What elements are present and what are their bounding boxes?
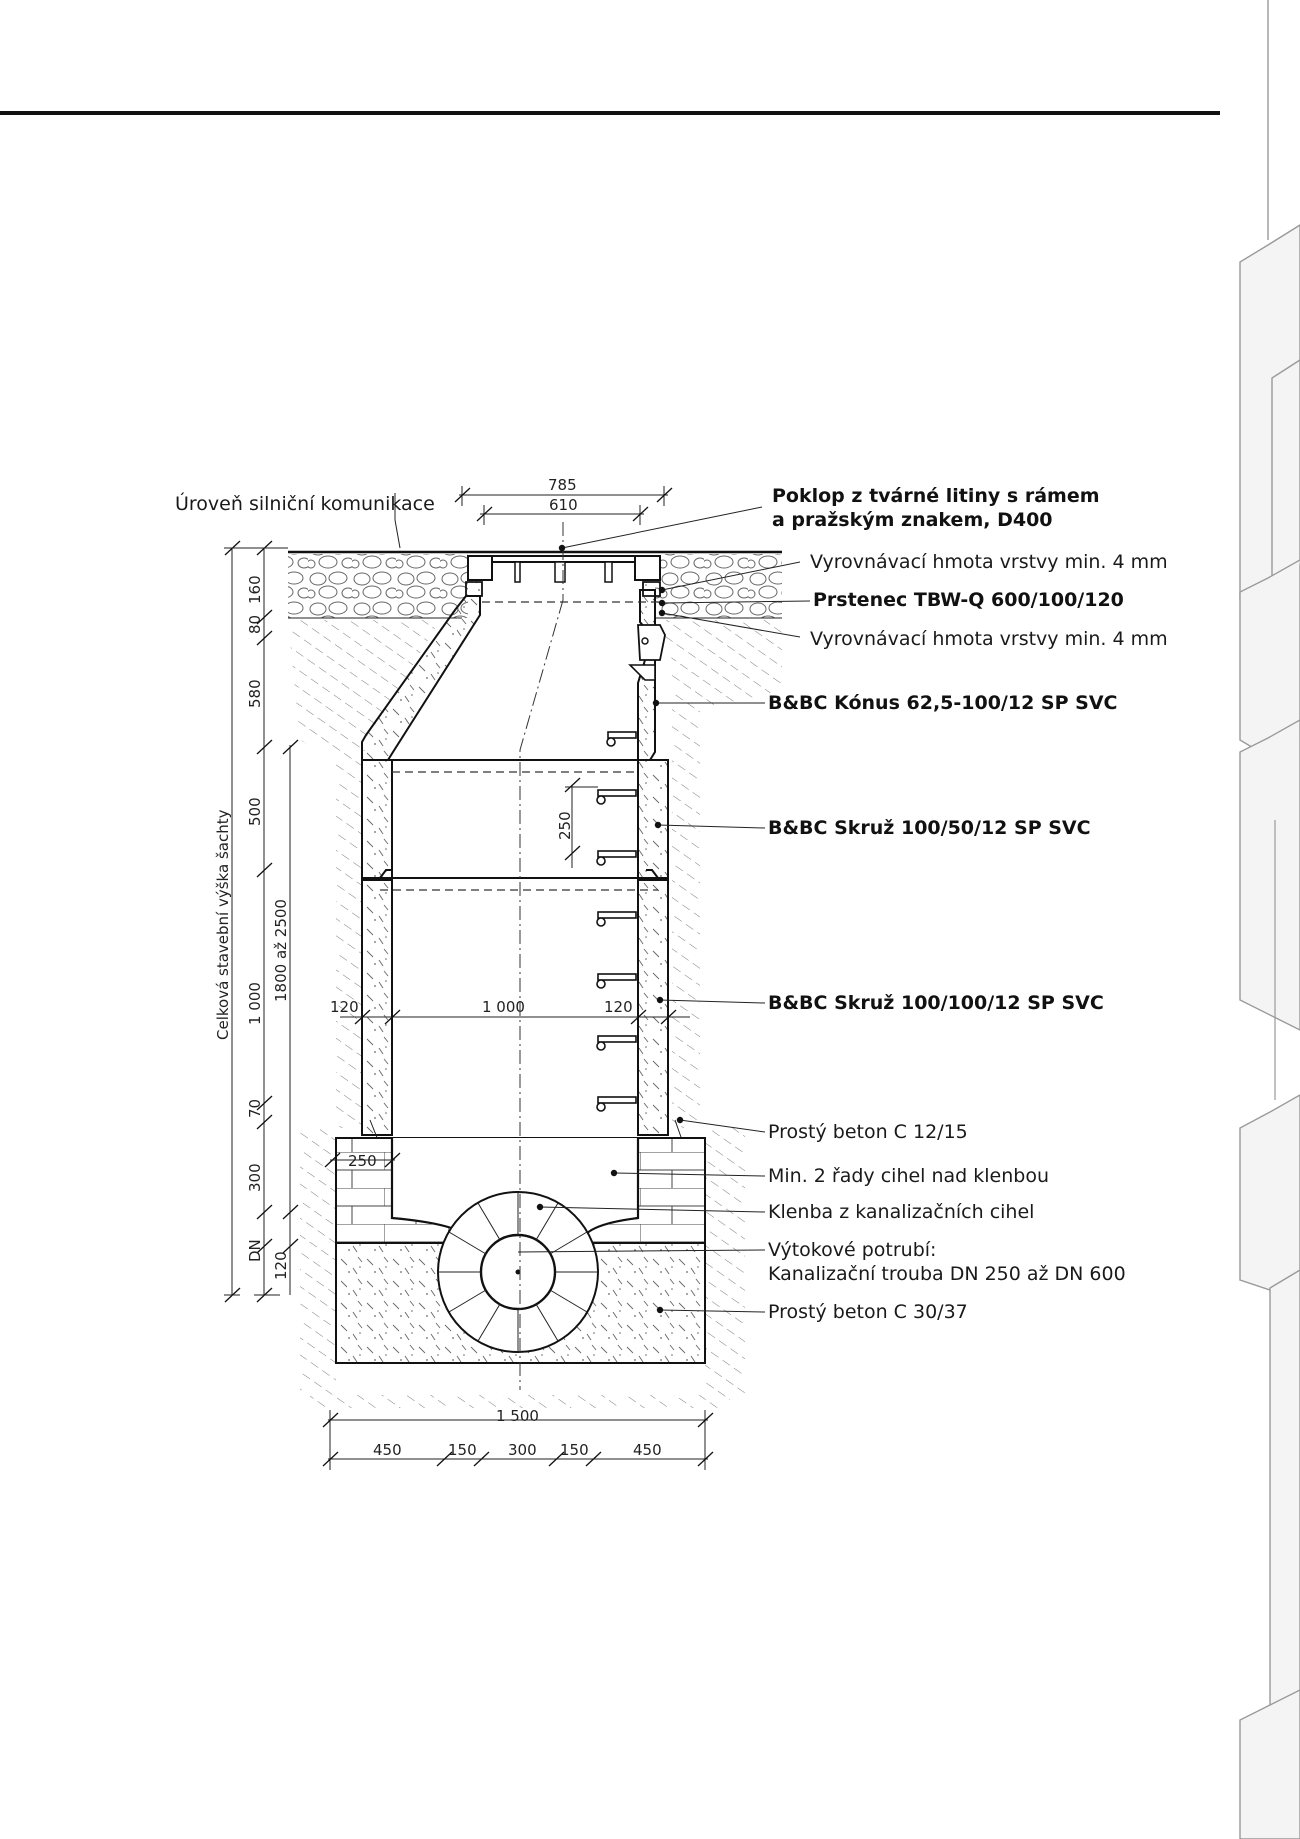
dim-450-left: 450 xyxy=(373,1441,402,1459)
dim-80: 80 xyxy=(246,614,264,634)
concrete-top-label: Prostý beton C 12/15 xyxy=(768,1121,968,1143)
dim-70: 70 xyxy=(246,1098,264,1118)
ladder-steps xyxy=(597,732,636,1111)
dim-150-left: 150 xyxy=(448,1441,477,1459)
cover-label: Poklop z tvárné litiny s rámem xyxy=(772,485,1100,507)
segment-100-label: B&BC Skruž 100/100/12 SP SVC xyxy=(768,992,1104,1014)
dim-610: 610 xyxy=(549,496,578,514)
dim-300: 300 xyxy=(508,1441,537,1459)
segment-50-label: B&BC Skruž 100/50/12 SP SVC xyxy=(768,817,1091,839)
leveling-top-label: Vyrovnávací hmota vrstvy min. 4 mm xyxy=(810,551,1168,573)
dim-160: 160 xyxy=(246,575,264,604)
concrete-bottom-label: Prostý beton C 30/37 xyxy=(768,1301,968,1323)
ring-label: Prstenec TBW-Q 600/100/120 xyxy=(813,589,1124,611)
shaft-walls xyxy=(362,760,690,1140)
dim-120: 120 xyxy=(272,1251,290,1280)
dim-wall-left: 120 xyxy=(330,998,359,1016)
cover-label-line2: a pražským znakem, D400 xyxy=(772,509,1053,531)
side-tabs xyxy=(1240,0,1300,1839)
dim-785: 785 xyxy=(548,476,577,494)
dim-dn: DN xyxy=(246,1239,264,1262)
brick-rows-label: Min. 2 řady cihel nad klenbou xyxy=(768,1165,1050,1187)
dim-1500: 1 500 xyxy=(496,1407,539,1425)
outlet-label-line2: Kanalizační trouba DN 250 až DN 600 xyxy=(768,1263,1126,1285)
dim-total-height: Celková stavební výška šachty xyxy=(214,809,232,1040)
dim-150-right: 150 xyxy=(560,1441,589,1459)
road-level-label: Úroveň silniční komunikace xyxy=(175,493,435,515)
dim-500: 500 xyxy=(246,797,264,826)
dim-wall-right: 120 xyxy=(604,998,633,1016)
vault-label: Klenba z kanalizačních cihel xyxy=(768,1201,1035,1223)
dim-1000: 1 000 xyxy=(246,982,264,1025)
cone-label: B&BC Kónus 62,5-100/12 SP SVC xyxy=(768,692,1118,714)
outlet-label: Výtokové potrubí: xyxy=(768,1239,937,1261)
dim-range: 1800 až 2500 xyxy=(272,899,290,1002)
dim-300: 300 xyxy=(246,1163,264,1192)
dim-450-right: 450 xyxy=(633,1441,662,1459)
cover-frame xyxy=(466,556,665,660)
dim-580: 580 xyxy=(246,679,264,708)
dim-offset-250: 250 xyxy=(348,1152,377,1170)
dim-step-250: 250 xyxy=(556,811,574,840)
dim-inner: 1 000 xyxy=(482,998,525,1016)
leveling-bottom-label: Vyrovnávací hmota vrstvy min. 4 mm xyxy=(810,628,1168,650)
